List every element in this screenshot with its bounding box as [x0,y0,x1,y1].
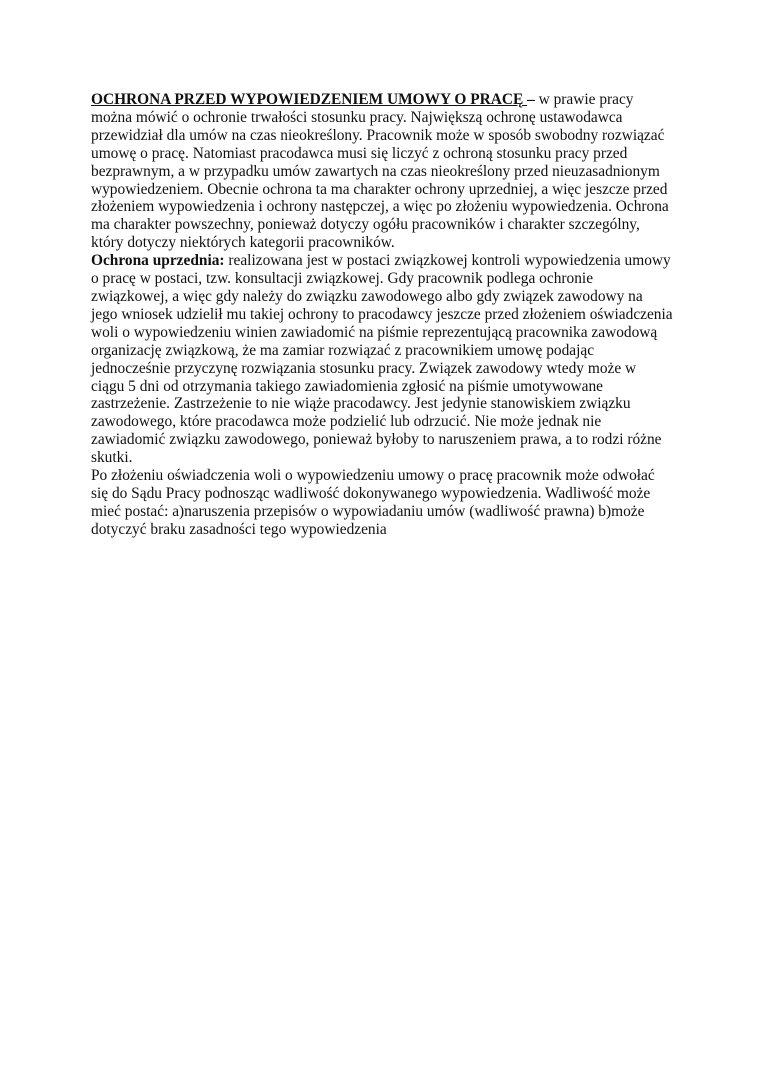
paragraph-text: Po złożeniu oświadczenia woli o wypowiedzeniu umowy o pracę pracownik może odwołać się do Sądu Pracy podnosząc wadliwość dokonywanego wypowiedzenia. Wadliwość może mieć postać: a)naruszenia przepisów o wypowiadaniu umów (wadliwość prawna) b)może dotyczyć braku zasadności tego wypowiedzenia [91,467,655,538]
paragraph-appeal [91,467,673,539]
subsection-label: Ochrona uprzednia: [91,252,225,270]
heading-dash: – [527,91,535,108]
paragraph-text: w prawie pracy można mówić o ochronie trwałości stosunku pracy. Największą ochronę ustawodawca przewidział dla umów na czas nieokreślony. Pracownik może w sposób swobodny rozwiązać umowę o pracę. Natomiast pracodawca musi się liczyć z ochroną stosunku pracy przed bezprawnym, a w przypadku umów zawartych na czas nieokreślony przed nieuzasadnionym wypowiedzeniem. Obecnie ochrona ta ma charakter ochrony uprzedniej, a więc jeszcze przed złożeniem wypowiedzenia i ochrony następczej, a więc po złożeniu wypowiedzenia. Ochrona ma charakter powszechny, ponieważ dotyczy ogółu pracowników i charakter szczególny, który dotyczy niektórych kategorii pracowników. [91,91,669,252]
section-heading: OCHRONA PRZED WYPOWIEDZENIEM UMOWY O PRACĘ [91,91,528,108]
paragraph-prior-protection [91,252,673,467]
paragraph-text: realizowana jest w postaci związkowej kontroli wypowiedzenia umowy o pracę w postaci, tzw. konsultacji związkowej. Gdy pracownik podlega ochronie związkowej, a więc gdy należy do związku zawodowego albo gdy związek zawodowy na jego wniosek udzielił mu takiej ochrony to pracodawcy jeszcze przed złożeniem oświadczenia woli o wypowiedzeniu winien zawiadomić na piśmie reprezentującą pracownika zawodową organizację związkową, że ma zamiar rozwiązać z pracownikiem umowę podając jednocześnie przyczynę rozwiązania stosunku pracy. Związek zawodowy wtedy może w ciągu 5 dni od otrzymania takiego zawiadomienia zgłosić na piśmie umotywowane zastrzeżenie. Zastrzeżenie to nie wiąże pracodawcy. Jest jedynie stanowiskiem związku zawodowego, które pracodawca może podzielić lub odrzucić. Nie może jednak nie zawiadomić związku zawodowego, ponieważ byłoby to naruszeniem prawa, a to rodzi różne skutki. [91,252,673,467]
document-body [91,91,673,539]
paragraph-protection-against-termination [91,91,673,252]
